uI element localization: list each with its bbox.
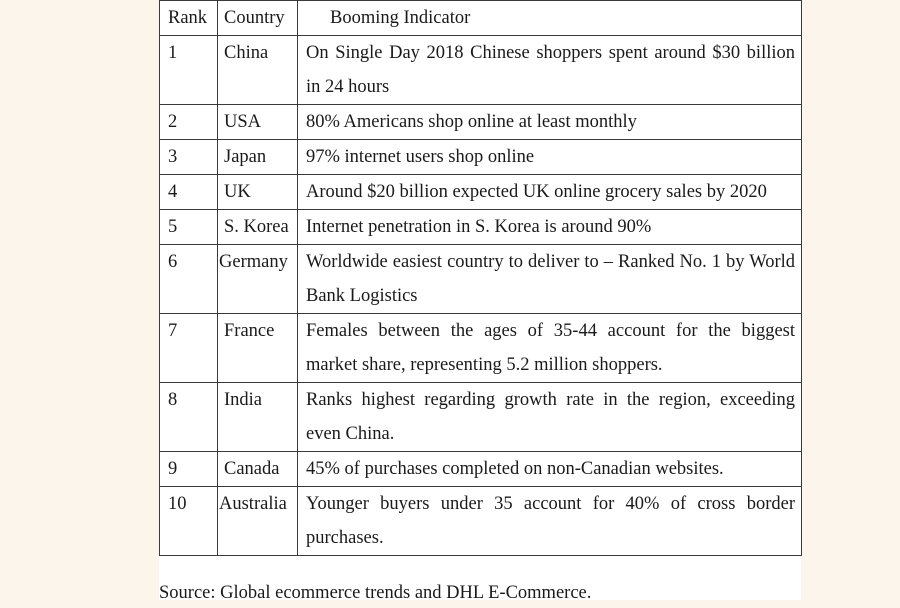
header-indicator: Booming Indicator xyxy=(298,1,802,36)
rank-cell: 7 xyxy=(160,314,218,383)
table-row xyxy=(160,383,802,452)
header-country: Country xyxy=(218,1,298,36)
table-row xyxy=(160,175,802,210)
country-cell: India xyxy=(218,383,298,452)
header-rank: Rank xyxy=(160,1,218,36)
table-row xyxy=(160,210,802,245)
indicator-cell: 80% Americans shop online at least monthly xyxy=(298,105,802,140)
indicator-cell: 97% internet users shop online xyxy=(298,140,802,175)
indicator-cell: On Single Day 2018 Chinese shoppers spent around $30 billion in 24 hours xyxy=(298,36,802,105)
table-row xyxy=(160,36,802,105)
table-row xyxy=(160,105,802,140)
table-row xyxy=(160,314,802,383)
source-caption: Source: Global ecommerce trends and DHL E-Commerce. xyxy=(159,583,592,603)
rank-cell: 2 xyxy=(160,105,218,140)
table-row xyxy=(160,452,802,487)
country-cell: S. Korea xyxy=(218,210,298,245)
country-cell: France xyxy=(218,314,298,383)
ecommerce-trends-table xyxy=(159,0,802,556)
indicator-cell: Females between the ages of 35-44 account for the biggest market share, representing 5.2 million shoppers. xyxy=(298,314,802,383)
indicator-cell: Internet penetration in S. Korea is around 90% xyxy=(298,210,802,245)
document-page xyxy=(159,0,801,603)
country-cell: Japan xyxy=(218,140,298,175)
indicator-cell: Around $20 billion expected UK online grocery sales by 2020 xyxy=(298,175,802,210)
rank-cell: 10 xyxy=(160,487,218,556)
table-row xyxy=(160,245,802,314)
indicator-cell: 45% of purchases completed on non-Canadian websites. xyxy=(298,452,802,487)
rank-cell: 3 xyxy=(160,140,218,175)
table-row xyxy=(160,140,802,175)
indicator-cell: Worldwide easiest country to deliver to – Ranked No. 1 by World Bank Logistics xyxy=(298,245,802,314)
country-cell: USA xyxy=(218,105,298,140)
country-cell: UK xyxy=(218,175,298,210)
rank-cell: 6 xyxy=(160,245,218,314)
rank-cell: 4 xyxy=(160,175,218,210)
country-cell: China xyxy=(218,36,298,105)
indicator-cell: Ranks highest regarding growth rate in the region, exceeding even China. xyxy=(298,383,802,452)
country-cell: Australia xyxy=(218,487,298,556)
rank-cell: 5 xyxy=(160,210,218,245)
rank-cell: 9 xyxy=(160,452,218,487)
country-cell: Germany xyxy=(218,245,298,314)
rank-cell: 1 xyxy=(160,36,218,105)
country-cell: Canada xyxy=(218,452,298,487)
table-row xyxy=(160,487,802,556)
table-header-row xyxy=(160,1,802,36)
rank-cell: 8 xyxy=(160,383,218,452)
indicator-cell: Younger buyers under 35 account for 40% of cross border purchases. xyxy=(298,487,802,556)
